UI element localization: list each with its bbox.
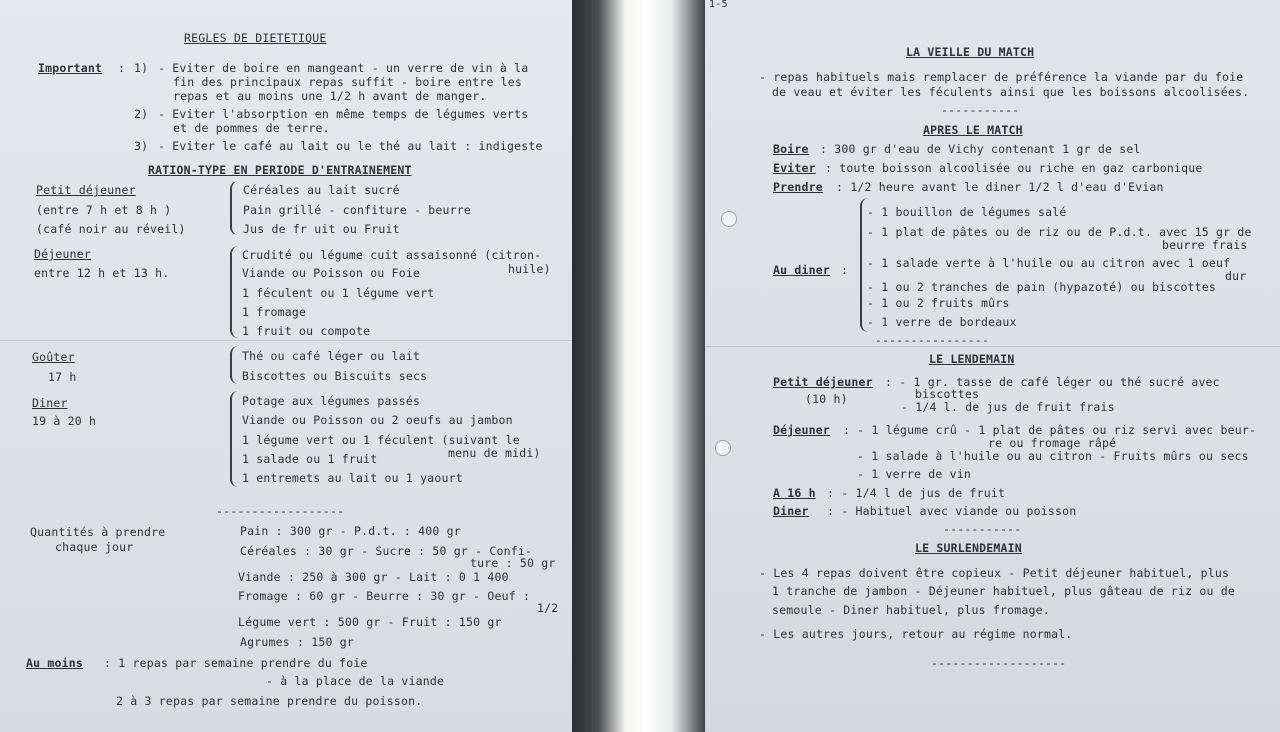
brace: [230, 246, 240, 338]
meal-sub: (café noir au réveil): [36, 222, 186, 236]
au-diner-item: dur: [1225, 269, 1247, 283]
apres-label-eviter: Eviter: [773, 161, 816, 175]
meal-item: Viande ou Poisson ou 2 oeufs au jambon: [242, 413, 513, 427]
apres-label-boire: Boire: [773, 142, 809, 156]
meal-item: 1 entremets au lait ou 1 yaourt: [242, 471, 463, 485]
meal-item: Jus de fr uit ou Fruit: [243, 222, 400, 236]
meal-sub: 19 à 20 h: [32, 414, 97, 428]
meal-sub: entre 12 h et 13 h.: [34, 266, 170, 280]
meal-item: huile): [508, 262, 551, 276]
meal-name-dejeuner: Déjeuner: [34, 247, 91, 261]
page-title: REGLES DE DIETETIQUE: [184, 31, 327, 45]
meal-item: menu de midi): [448, 446, 541, 460]
quantity-line: Fromage : 60 gr - Beurre : 30 gr - Oeuf :: [238, 589, 531, 603]
book-gutter: [572, 0, 705, 732]
diner-text: : - Habituel avec viande ou poisson: [827, 504, 1077, 518]
meal-item: 1 légume vert ou 1 féculent (suivant le: [242, 433, 520, 447]
quantity-line: Légume vert : 500 gr - Fruit : 150 gr: [238, 615, 502, 629]
quantity-line: Agrumes : 150 gr: [240, 635, 354, 649]
meal-item: 1 fromage: [242, 305, 307, 319]
meal-item: Potage aux légumes passés: [242, 394, 421, 408]
dejeuner-line: - 1 salade à l'huile ou au citron - Fruits mûrs ou secs: [857, 449, 1249, 463]
apres-text: : toute boisson alcoolisée ou riche en gaz carbonique: [825, 161, 1203, 175]
au-moins-line: - à la place de la viande: [266, 674, 445, 688]
meal-item: 1 salade ou 1 fruit: [242, 452, 378, 466]
separator: -----------: [941, 103, 1020, 117]
page-corner-mark: 1-5: [709, 0, 728, 10]
petit-dejeuner-line: biscottes: [915, 387, 980, 401]
a16-label: A 16 h: [773, 486, 816, 500]
meal-item: Biscottes ou Biscuits secs: [242, 369, 428, 383]
important-num-1: 1): [134, 61, 149, 75]
meal-item: Céréales au lait sucré: [243, 183, 400, 197]
veille-title: LA VEILLE DU MATCH: [906, 45, 1035, 59]
petit-dejeuner-line: - 1/4 l. de jus de fruit frais: [901, 400, 1115, 414]
meal-sub: (entre 7 h et 8 h ): [36, 203, 172, 217]
au-diner-item: beurre frais: [1162, 238, 1248, 252]
surlendemain-title: LE SURLENDEMAIN: [915, 541, 1022, 555]
paper-fold: [0, 340, 572, 341]
colon: :: [841, 263, 849, 277]
apres-text: : 300 gr d'eau de Vichy contenant 1 gr de sel: [820, 142, 1141, 156]
separator: -------------------: [931, 656, 1067, 670]
autres-line: - Les autres jours, retour au régime normal.: [759, 627, 1073, 641]
dejeuner-line: - 1 verre de vin: [857, 467, 971, 481]
meal-item: Pain grillé - confiture - beurre: [243, 203, 471, 217]
brace: [230, 181, 240, 235]
au-diner-label: Au diner: [773, 263, 830, 277]
petit-dejeuner-line: : - 1 gr. tasse de café léger ou thé sucré avec: [885, 375, 1220, 389]
au-diner-item: - 1 ou 2 tranches de pain (hypazoté) ou biscottes: [867, 280, 1217, 294]
au-diner-item: - 1 verre de bordeaux: [867, 315, 1017, 329]
paper-fold: [705, 346, 1280, 347]
quantity-line: Pain : 300 gr - P.d.t. : 400 gr: [240, 524, 461, 538]
au-diner-item: - 1 plat de pâtes ou de riz ou de P.d.t. avec 15 gr de: [867, 225, 1252, 239]
important-line: repas et au moins une 1/2 h avant de manger.: [173, 89, 487, 103]
apres-text: : 1/2 heure avant le diner 1/2 l d'eau d'Evian: [836, 180, 1164, 194]
brace: [230, 391, 240, 487]
au-moins-label: Au moins: [26, 656, 83, 670]
left-page: [0, 0, 572, 732]
dejeuner-label: Déjeuner: [773, 423, 830, 437]
dejeuner-line: re ou fromage râpé: [988, 436, 1117, 450]
meal-item: 1 féculent ou 1 légume vert: [242, 286, 435, 300]
surlendemain-line: - Les 4 repas doivent être copieux - Petit déjeuner habituel, plus: [759, 566, 1230, 580]
meal-item: Crudité ou légume cuit assaisonné (citron-: [242, 248, 542, 262]
punch-hole: [715, 440, 731, 456]
separator: ----------------: [875, 333, 989, 347]
important-line: - Eviter le café au lait ou le thé au lait : indigeste: [158, 139, 543, 153]
quantities-label: chaque jour: [55, 540, 134, 554]
au-moins-line: : 1 repas par semaine prendre du foie: [104, 656, 368, 670]
meal-item: Thé ou café léger ou lait: [242, 349, 421, 363]
lendemain-title: LE LENDEMAIN: [929, 352, 1015, 366]
dejeuner-line: : - 1 légume crû - 1 plat de pâtes ou riz servi avec beur-: [843, 423, 1257, 437]
separator: ------------------: [216, 504, 345, 518]
ration-title: RATION-TYPE EN PERIODE D'ENTRAINEMENT: [148, 163, 412, 177]
important-line: - Eviter de boire en mangeant - un verre de vin à la: [158, 61, 529, 75]
apres-label-prendre: Prendre: [773, 180, 823, 194]
a16-text: : - 1/4 l de jus de fruit: [827, 486, 1006, 500]
important-num-2: 2): [134, 107, 149, 121]
petit-dejeuner-time: (10 h): [805, 392, 848, 406]
right-page: [705, 0, 1280, 732]
au-diner-item: - 1 salade verte à l'huile ou au citron avec 1 oeuf: [867, 256, 1231, 270]
meal-item: 1 fruit ou compote: [242, 324, 371, 338]
separator: -----------: [943, 522, 1022, 536]
meal-sub: 17 h: [48, 370, 77, 384]
meal-name-gouter: Goûter: [32, 350, 75, 364]
meal-item: Viande ou Poisson ou Foie: [242, 266, 421, 280]
au-moins-line: 2 à 3 repas par semaine prendre du poisson.: [116, 694, 423, 708]
quantity-line: 1/2: [537, 601, 559, 615]
brace: [230, 346, 240, 384]
colon: :: [118, 61, 126, 75]
important-label: Important: [38, 61, 103, 75]
veille-line: de veau et éviter les féculents ainsi que les boissons alcoolisées.: [772, 85, 1250, 99]
surlendemain-line: 1 tranche de jambon - Déjeuner habituel, plus gâteau de riz ou de: [772, 584, 1236, 598]
important-num-3: 3): [134, 139, 149, 153]
surlendemain-line: semoule - Diner habituel, plus fromage.: [772, 603, 1050, 617]
meal-name-petit-dejeuner: Petit déjeuner: [36, 183, 136, 197]
important-line: et de pommes de terre.: [173, 121, 330, 135]
important-line: fin des principaux repas suffit - boire entre les: [173, 75, 523, 89]
au-diner-item: - 1 bouillon de légumes salé: [867, 205, 1067, 219]
quantities-label: Quantités à prendre: [30, 525, 166, 539]
punch-hole: [721, 211, 737, 227]
veille-line: - repas habituels mais remplacer de préférence la viande par du foie: [759, 70, 1244, 84]
au-diner-item: - 1 ou 2 fruits mûrs: [867, 296, 1010, 310]
quantity-line: ture : 50 gr: [470, 556, 556, 570]
meal-name-diner: Diner: [32, 396, 68, 410]
quantity-line: Viande : 250 à 300 gr - Lait : 0 1 400: [238, 570, 509, 584]
apres-title: APRES LE MATCH: [923, 123, 1023, 137]
quantity-line: Céréales : 30 gr - Sucre : 50 gr - Confi-: [240, 544, 533, 558]
diner-label: Diner: [773, 504, 809, 518]
important-line: - Eviter l'absorption en même temps de légumes verts: [158, 107, 529, 121]
petit-dejeuner-label: Petit déjeuner: [773, 375, 873, 389]
